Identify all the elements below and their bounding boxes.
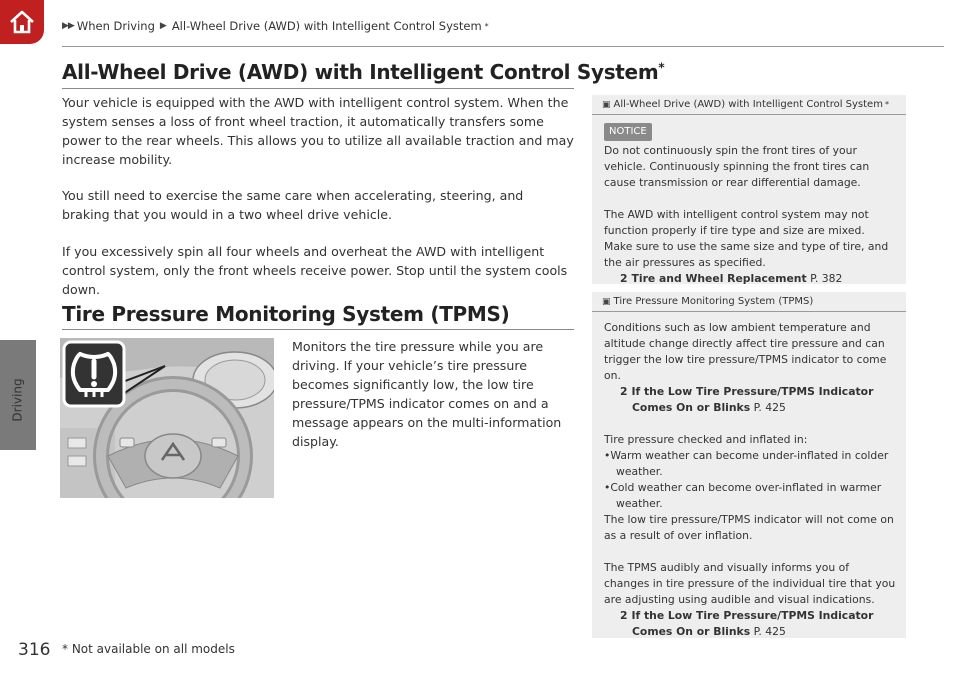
awd-paragraph-3: If you excessively spin all four wheels and overheat the AWD with intelligent control system, only the front wheels receive power. Stop until the system cools down. xyxy=(62,244,568,297)
spacer xyxy=(604,191,896,207)
spacer xyxy=(604,416,896,432)
reference-arrow-icon: 2 xyxy=(620,609,628,622)
note-body-awd xyxy=(592,115,906,293)
note-head-tpms xyxy=(592,292,906,312)
side-tab-text: Driving xyxy=(11,378,26,422)
breadcrumb-item-awd[interactable]: All-Wheel Drive (AWD) with Intelligent Control System xyxy=(171,19,482,33)
low-tire-pressure-icon xyxy=(66,344,122,404)
home-icon xyxy=(6,6,38,38)
reference-page: P. 425 xyxy=(753,401,786,414)
note-head-awd xyxy=(592,95,906,115)
reference-arrow-icon: 2 xyxy=(620,385,628,398)
breadcrumb-item-when-driving[interactable]: When Driving xyxy=(76,19,155,33)
page-number: 316 xyxy=(18,640,51,660)
tpms-description: Monitors the tire pressure while you are driving. If your vehicle’s tire pressure becomes significantly low, the low tire pressure/TPMS indicator comes on and a message appears on the multi-information display. xyxy=(292,339,562,449)
list-item: •Cold weather can become over-inflated in warmer weather. xyxy=(604,481,882,510)
awd-paragraph-2: You still need to exercise the same care when accelerating, steering, and braking that you would in a two wheel drive vehicle. xyxy=(62,188,524,222)
tpms-note-text-3: The low tire pressure/TPMS indicator will not come on as a result of over inflation. xyxy=(604,513,894,542)
cross-reference-link[interactable] xyxy=(604,608,896,640)
note-head-awd-text: All-Wheel Drive (AWD) with Intelligent Control System xyxy=(613,99,883,110)
home-button[interactable] xyxy=(0,0,44,44)
reference-page: P. 382 xyxy=(810,272,843,285)
reference-title-cont: Comes On or Blinks xyxy=(632,625,751,638)
tpms-note-text-4: The TPMS audibly and visually informs you of changes in tire pressure of the individual tire that you are adjusting using audible and visual indications. xyxy=(604,561,896,606)
note-box-tpms xyxy=(592,292,906,638)
reference-title: If the Low Tire Pressure/TPMS Indicator xyxy=(631,385,874,398)
tpms-note-text-2: Tire pressure checked and inflated in: xyxy=(604,433,808,446)
section-title-awd xyxy=(62,60,664,84)
section-title-tpms: Tire Pressure Monitoring System (TPMS) xyxy=(62,302,510,326)
breadcrumb-arrow-icon: ▶▶ xyxy=(62,21,74,31)
section-title-awd-text: All-Wheel Drive (AWD) with Intelligent Control System xyxy=(62,60,659,84)
section-title-awd-star: * xyxy=(658,60,665,75)
reference-page: P. 425 xyxy=(753,625,786,638)
notice-text: Do not continuously spin the front tires of your vehicle. Continuously spinning the front tires can cause transmission or rear differential damage. xyxy=(604,144,870,189)
cross-reference-link[interactable] xyxy=(604,384,896,416)
note-head-awd-star: * xyxy=(884,100,889,109)
reference-title: Tire and Wheel Replacement xyxy=(631,272,807,285)
cross-reference-link[interactable] xyxy=(604,271,896,287)
list-item: •Warm weather can become under-inflated in colder weather. xyxy=(604,449,889,478)
breadcrumb xyxy=(62,19,489,33)
awd-paragraph-1: Your vehicle is equipped with the AWD with intelligent control system. When the system senses a loss of front wheel traction, it automatically transfers some power to the rear wheels. This allows you to utilize all available traction and may increase mobility. xyxy=(62,95,574,167)
note-icon: ▣ xyxy=(602,99,611,110)
notice-badge: NOTICE xyxy=(604,123,652,141)
awd-note-text: The AWD with intelligent control system may not function properly if tire type and size are mixed. Make sure to use the same size and type of tire, and the air pressures as specified. xyxy=(604,208,889,269)
note-head-tpms-text: Tire Pressure Monitoring System (TPMS) xyxy=(613,296,814,307)
spacer xyxy=(604,544,896,560)
side-tab-label xyxy=(2,360,34,440)
reference-arrow-icon: 2 xyxy=(620,272,628,285)
breadcrumb-separator-icon: ▶ xyxy=(159,21,167,31)
footnote: * Not available on all models xyxy=(62,642,235,656)
breadcrumb-star: * xyxy=(484,21,489,31)
tpms-note-text-1: Conditions such as low ambient temperature and altitude change directly affect tire pressure and can trigger the low tire pressure/TPMS indicator to come on. xyxy=(604,321,887,382)
dashboard-illustration xyxy=(60,338,274,498)
reference-title: If the Low Tire Pressure/TPMS Indicator xyxy=(631,609,874,622)
note-box-awd xyxy=(592,95,906,284)
section-title-tpms-divider xyxy=(62,329,574,330)
note-body-tpms xyxy=(592,312,906,646)
header-divider xyxy=(62,46,944,47)
reference-title-cont: Comes On or Blinks xyxy=(632,401,751,414)
note-icon: ▣ xyxy=(602,296,611,307)
section-title-divider xyxy=(62,88,574,89)
